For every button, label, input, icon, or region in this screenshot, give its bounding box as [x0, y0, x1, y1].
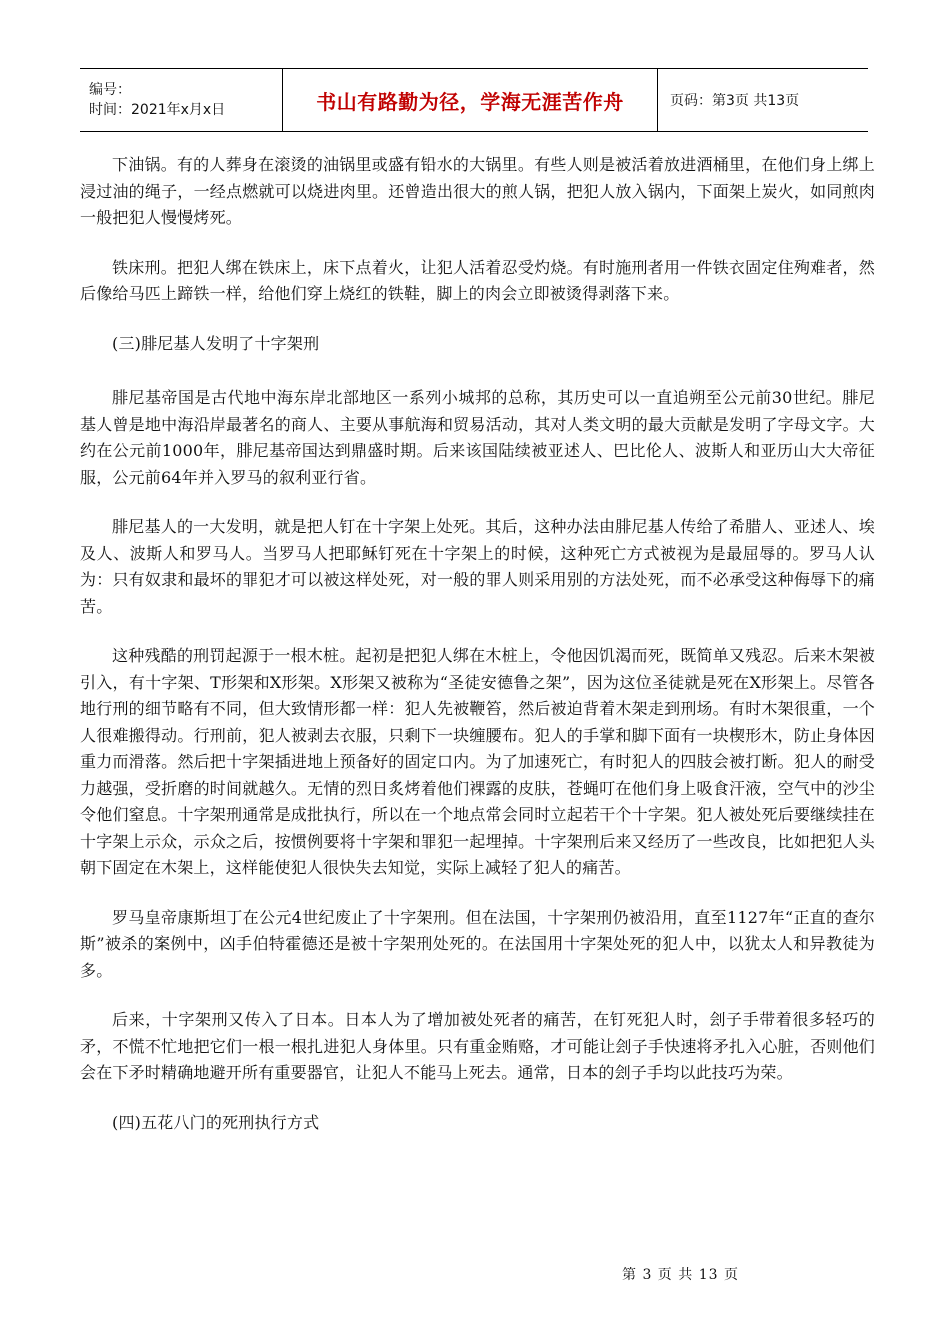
section-heading-3: (三)腓尼基人发明了十字架刑 [112, 333, 320, 353]
paragraph-origin: 这种残酷的刑罚起源于一根木桩。起初是把犯人绑在木桩上，令他因饥渴而死，既简单又残忍。后来木架被引入，有十字架、T形架和X形架。X形架又被称为“圣徒安德鲁之架”，因为这位圣徒就是死在X形架上。尽管各地行刑的细节略有不同，但大致情形都一样：犯人先被鞭笞，然后被迫背着木架走到刑场。有时木架很重，一个人很难搬得动。行刑前，犯人被剥去衣服，只剩下一块缠腰布。犯人的手掌和脚下面有一块楔形木，防止身体因重力而滑落。然后把十字架插进地上预备好的固定口内。为了加速死亡，有时犯人的四肢会被打断。犯人的耐受力越强，受折磨的时间就越久。无情的烈日炙烤着他们裸露的皮肤，苍蝇叮在他们身上吸食汗液，空气中的沙尘令他们窒息。十字架刑通常是成批执行，所以在一个地点常会同时立起若干个十字架。犯人被处死后要继续挂在十字架上示众，示众之后，按惯例要将十字架和罪犯一起埋掉。十字架刑后来又经历了一些改良，比如把犯人头朝下固定在木架上，这样能使犯人很快失去知觉，实际上减轻了犯人的痛苦。 [80, 646, 875, 877]
header-motto: 书山有路勤为径，学海无涯苦作舟 [316, 89, 624, 114]
paragraph-abolition: 罗马皇帝康斯坦丁在公元4世纪废止了十字架刑。但在法国，十字架刑仍被沿用，直至1127年“正直的查尔斯”被杀的案例中，凶手伯特霍德还是被十字架刑处死的。在法国用十字架处死的犯人中，以犹太人和异教徒为多。 [80, 907, 875, 980]
section-heading-4: (四)五花八门的死刑执行方式 [112, 1112, 320, 1132]
paragraph-phoenicia: 腓尼基帝国是古代地中海东岸北部地区一系列小城邦的总称，其历史可以一直追朔至公元前30世纪。腓尼基人曾是地中海沿岸最著名的商人、主要从事航海和贸易活动，其对人类文明的最大贡献是发明了字母文字。大约在公元前1000年，腓尼基帝国达到鼎盛时期。后来该国陆续被亚述人、巴比伦人、波斯人和亚历山大大帝征服，公元前64年并入罗马的叙利亚行省。 [80, 388, 875, 487]
document-body [80, 152, 875, 1164]
header-page-label: 页码：第3页 共13页 [670, 93, 800, 109]
header-motto-cell [283, 69, 658, 131]
header-page-cell [658, 69, 868, 131]
paragraph-invention: 腓尼基人的一大发明，就是把人钉在十字架上处死。其后，这种办法由腓尼基人传给了希腊人、亚述人、埃及人、波斯人和罗马人。当罗马人把耶稣钉死在十字架上的时候，这种死亡方式被视为是最屈辱的。罗马人认为：只有奴隶和最坏的罪犯才可以被这样处死，对一般的罪人则采用别的方法处死，而不必承受这种侮辱下的痛苦。 [80, 517, 875, 616]
date-label: 时间：2021年x月x日 [89, 102, 226, 118]
doc-number-label: 编号： [89, 82, 131, 98]
paragraph-japan: 后来，十字架刑又传入了日本。日本人为了增加被处死者的痛苦，在钉死犯人时，刽子手带着很多轻巧的矛，不慌不忙地把它们一根一根扎进犯人身体里。只有重金贿赂，才可能让刽子手快速将矛扎入心脏，否则他们会在下矛时精确地避开所有重要器官，让犯人不能马上死去。通常，日本的刽子手均以此技巧为荣。 [80, 1010, 875, 1082]
page-header [80, 68, 868, 132]
paragraph-iron-bed: 铁床刑。把犯人绑在铁床上，床下点着火，让犯人活着忍受灼烧。有时施刑者用一件铁衣固定住殉难者，然后像给马匹上蹄铁一样，给他们穿上烧红的铁鞋，脚上的肉会立即被烫得剥落下来。 [80, 257, 875, 303]
header-meta [80, 69, 283, 131]
paragraph-frying-pot: 下油锅。有的人葬身在滚烫的油锅里或盛有铅水的大锅里。有些人则是被活着放进酒桶里，在他们身上绑上浸过油的绳子，一经点燃就可以烧进肉里。还曾造出很大的煎人锅，把犯人放入锅内，下面架上炭火，如同煎肉一般把犯人慢慢烤死。 [80, 155, 875, 227]
page-footer: 第 3 页 共 13 页 [622, 1267, 739, 1283]
